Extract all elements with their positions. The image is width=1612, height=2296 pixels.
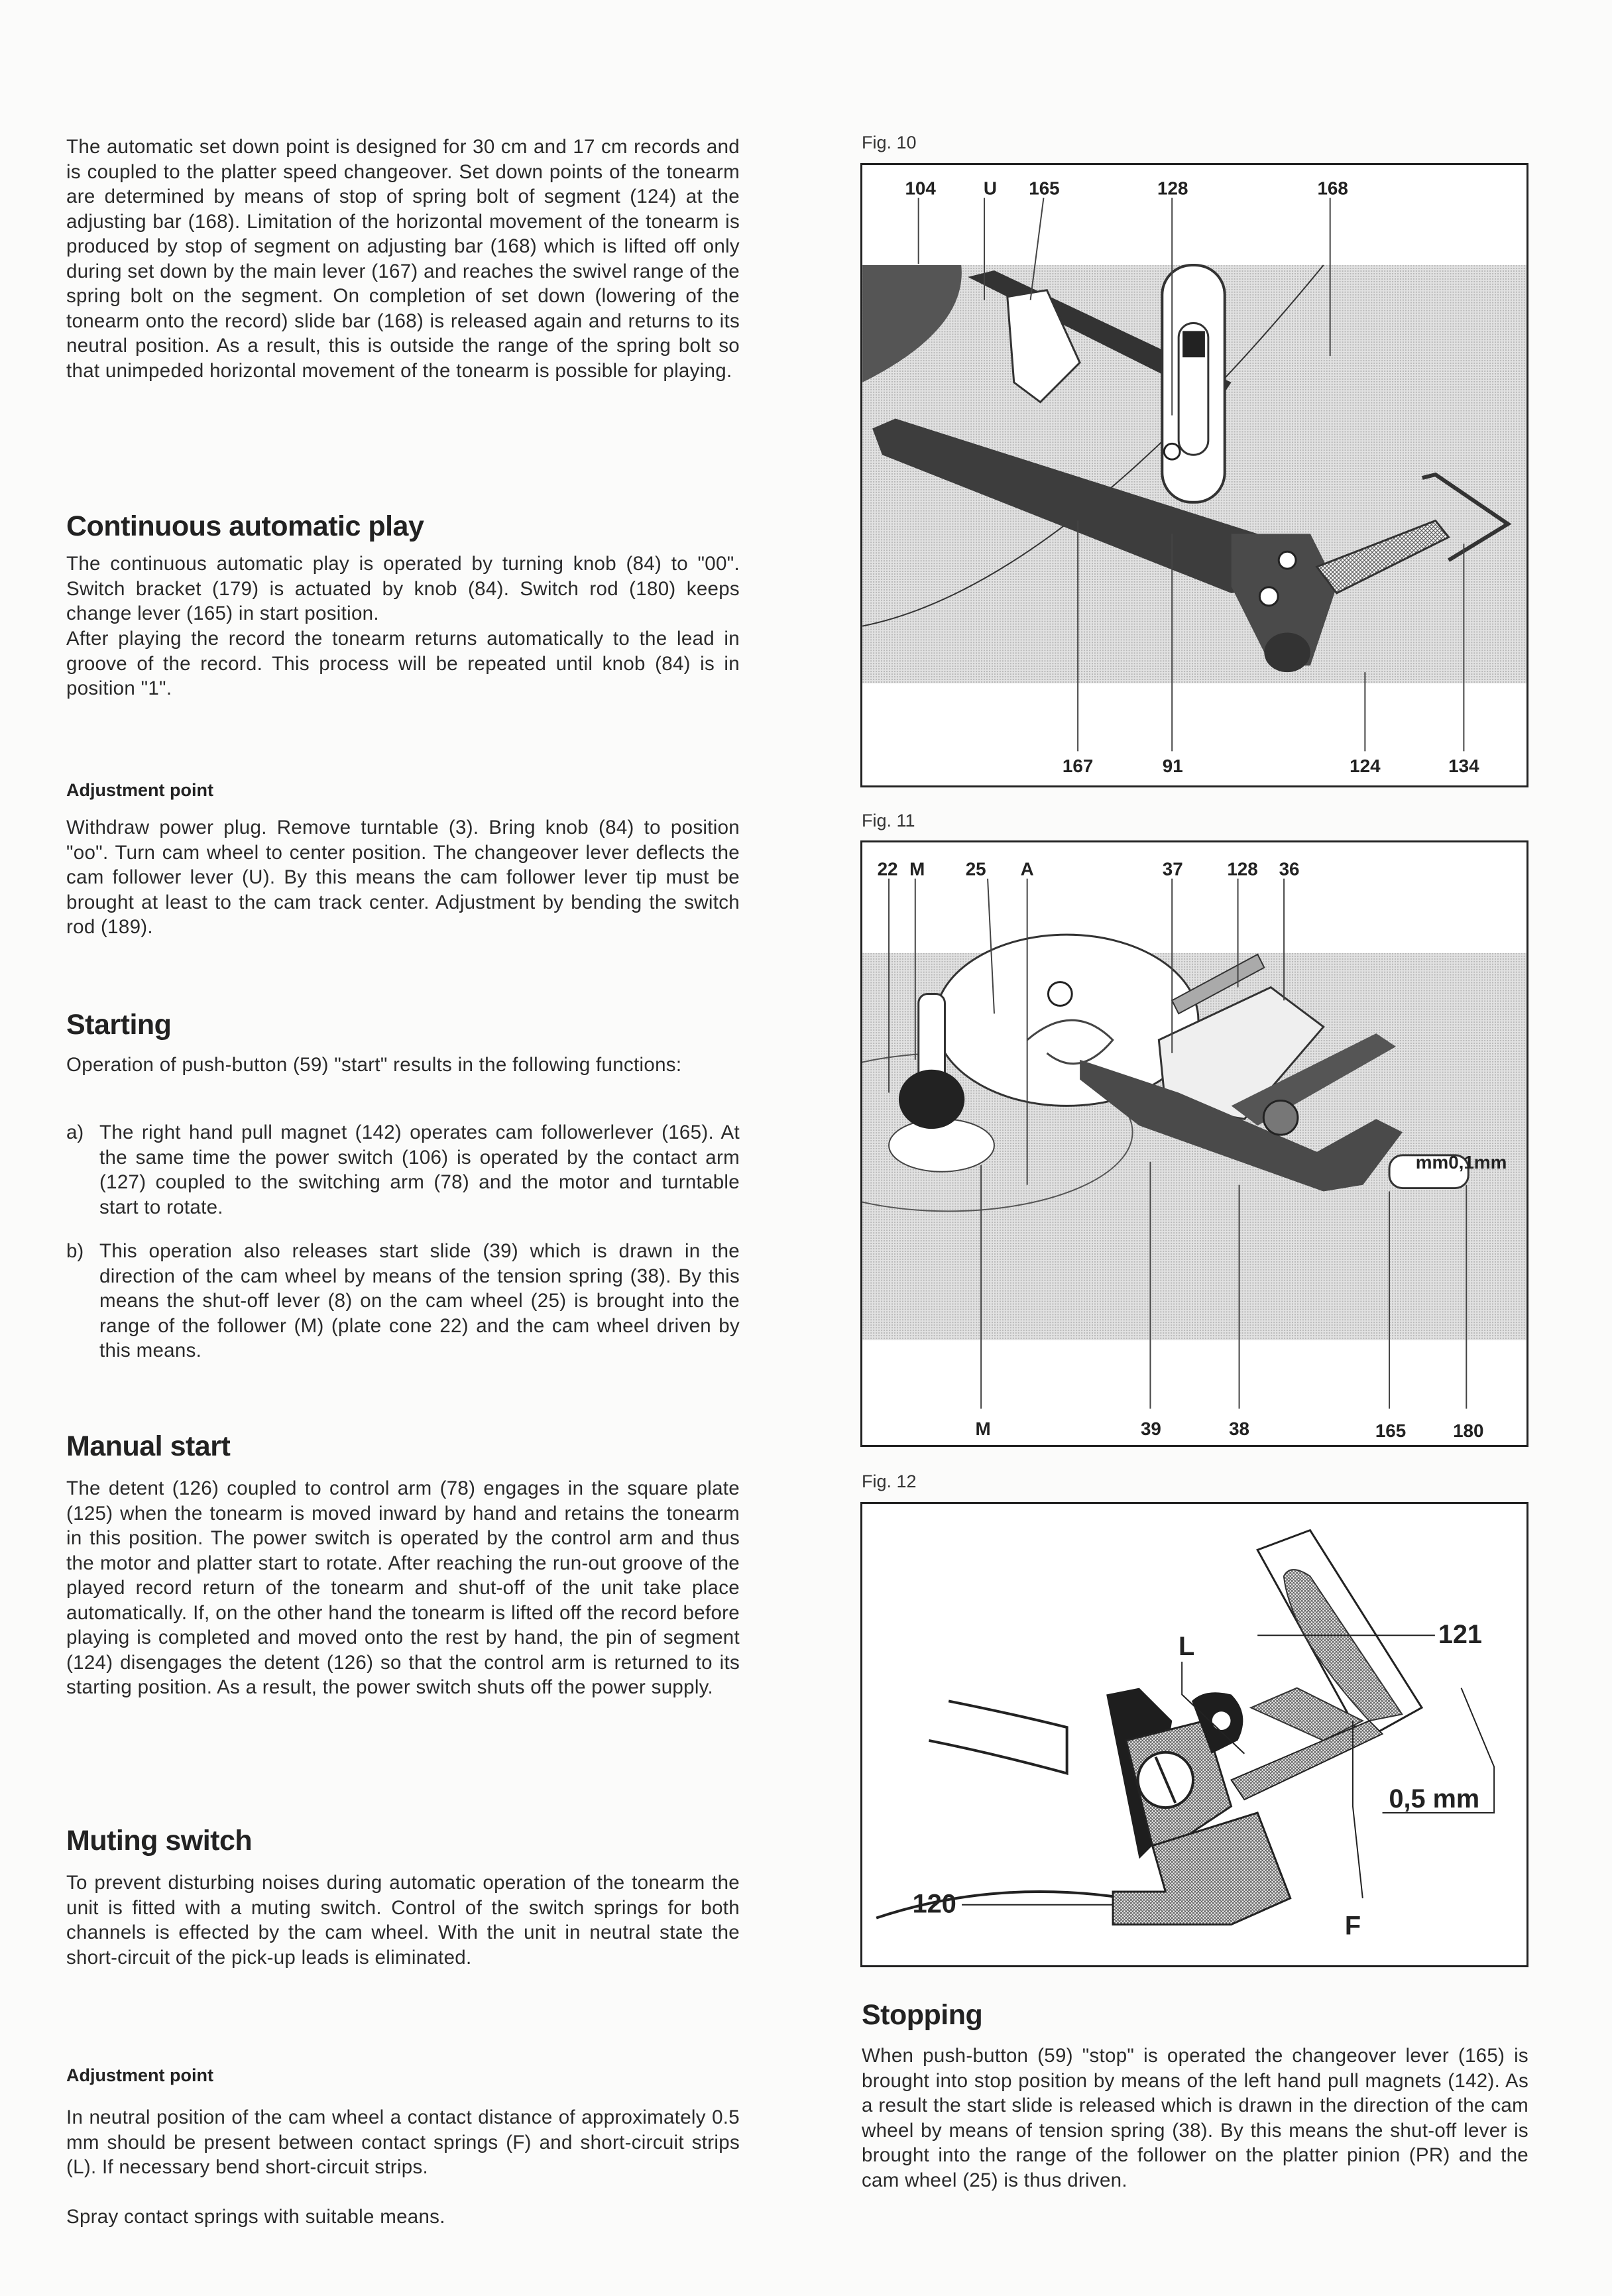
- intro-paragraph: The automatic set down point is designed for 30 cm and 17 cm records and is coupled to the platter speed changeover. Set down points of the tonearm are determined by means of stop of spring bolt of segment (124) at the adjusting bar (168). Limitation of the horizontal movement of the tonearm is produced by stop of segment on adjusting bar (168) which is lifted off only during set down by the main lever (167) and reaches the swivel range of the spring bolt on the segment. On completion of set down (lowering of the tonearm onto the record) slide bar (168) is released again and returns to its neutral position. As a result, this is outside the range of the spring bolt so that unimpeded horizontal movement of the tonearm is possible for playing.: [66, 136, 740, 382]
- label-120: 120: [912, 1889, 956, 1919]
- label-36: 36: [1279, 858, 1300, 880]
- label-38: 38: [1229, 1418, 1250, 1440]
- label-M-top: M: [909, 858, 925, 880]
- label-165: 165: [1029, 178, 1060, 199]
- fig10-caption: Fig. 10: [862, 133, 917, 152]
- label-0-5mm: 0,5 mm: [1389, 1784, 1480, 1814]
- fig11-caption: Fig. 11: [862, 811, 915, 831]
- label-M-bottom: M: [975, 1418, 991, 1440]
- label-121: 121: [1438, 1620, 1482, 1650]
- starting-intro: Operation of push-button (59) "start" results in the following functions:: [66, 1054, 682, 1076]
- list-text: The right hand pull magnet (142) operates cam followerlever (165). At the same time the power switch (106) is operated by the contact arm (127) coupled to the switching arm (78) and the motor and turntable start to rotate.: [99, 1121, 740, 1218]
- label-39: 39: [1140, 1418, 1161, 1440]
- fig12-drawing: [862, 1504, 1526, 1965]
- adjustment-paragraph-2: In neutral position of the cam wheel a contact distance of approximately 0.5 mm should be present between contact springs (F) and short-circuit strips (L). If necessary bend short-circuit strips.: [66, 2106, 740, 2178]
- label-180: 180: [1453, 1420, 1484, 1442]
- adjustment-paragraph-1: Withdraw power plug. Remove turntable (3). Bring knob (84) to position "oo". Turn cam wheel to center position. The changeover lever deflects the cam follower lever (U). By this means the cam follower lever tip must be brought at least to the cam track center. Adjustment by bending the switch rod (189).: [66, 817, 740, 938]
- label-A: A: [1020, 858, 1034, 880]
- heading-stopping: Stopping: [862, 1999, 983, 2031]
- label-37: 37: [1162, 858, 1183, 880]
- figure-10: [860, 163, 1528, 787]
- subheading-adjustment-point-1: Adjustment point: [66, 780, 213, 800]
- label-134: 134: [1448, 756, 1479, 777]
- subheading-adjustment-point-2: Adjustment point: [66, 2065, 213, 2085]
- label-F: F: [1344, 1911, 1361, 1941]
- figure-11: [860, 840, 1528, 1447]
- label-91: 91: [1162, 756, 1183, 777]
- list-marker: b): [66, 1240, 84, 1262]
- label-U: U: [983, 178, 998, 199]
- list-marker: a): [66, 1121, 84, 1143]
- continuous-paragraph-1: The continuous automatic play is operated by turning knob (84) to "00". Switch bracket (179) is actuated by knob (84). Switch rod (180) keeps change lever (165) in start position.: [66, 553, 740, 624]
- label-128: 128: [1227, 858, 1258, 880]
- label-128: 128: [1157, 178, 1188, 199]
- figure-12: [860, 1502, 1528, 1967]
- fig11-drawing: [862, 842, 1526, 1445]
- gap-label-0-1mm: mm0,1mm: [1415, 1151, 1507, 1173]
- label-25: 25: [965, 858, 986, 880]
- label-165: 165: [1375, 1420, 1407, 1442]
- fig12-caption: Fig. 12: [862, 1471, 917, 1491]
- cable-upper: [929, 1701, 1066, 1773]
- heading-starting: Starting: [66, 1009, 172, 1041]
- heading-continuous-play: Continuous automatic play: [66, 510, 424, 542]
- heading-manual-start: Manual start: [66, 1430, 231, 1462]
- adjustment-paragraph-2b: Spray contact springs with suitable means.: [66, 2206, 445, 2228]
- heading-muting-switch: Muting switch: [66, 1825, 253, 1857]
- label-22: 22: [877, 858, 898, 880]
- stopping-paragraph: When push-button (59) "stop" is operated the changeover lever (165) is brought into stop position by means of the left hand pull magnets (142). As a result the start slide is released which is drawn in the direction of the cam wheel by means of tension spring (38). By this means the shut-off lever is brought into the range of the follower on the platter pinion (PR) and the cam wheel (25) is thus driven.: [862, 2045, 1528, 2191]
- label-L: L: [1178, 1632, 1195, 1662]
- label-124: 124: [1350, 756, 1381, 777]
- muting-paragraph: To prevent disturbing noises during automatic operation of the tonearm the unit is fitted with a muting switch. Control of the switch springs for both channels is effected by the cam wheel. With the unit in neutral state the short-circuit of the pick-up leads is eliminated.: [66, 1872, 740, 1969]
- label-104: 104: [905, 178, 936, 199]
- fig10-drawing: [862, 165, 1526, 785]
- label-167: 167: [1062, 756, 1094, 777]
- label-168: 168: [1317, 178, 1348, 199]
- continuous-paragraph-2: After playing the record the tonearm returns automatically to the lead in groove of the record. This process will be repeated until knob (84) is in position "1".: [66, 628, 740, 699]
- manual-paragraph: The detent (126) coupled to control arm (78) engages in the square plate (125) when the tonearm is moved inward by hand and retains the tonearm in this position. The power switch is operated by the control arm and thus the motor and platter start to rotate. After reaching the run-out groove of the played record return of the tonearm and shut-off of the unit take place automatically. If, on the other hand the tonearm is lifted off the record before playing is completed and moved onto the rest by hand, the pin of segment (124) disengages the detent (126) so that the control arm is returned to its starting position. As a result, the power switch shuts off the power supply.: [66, 1477, 740, 1698]
- list-text: This operation also releases start slide (39) which is drawn in the direction of the cam wheel by means of the tension spring (38). By this means the shut-off lever (8) on the cam wheel (25) is brought into the range of the follower (M) (plate cone 22) and the cam wheel driven by this means.: [99, 1240, 740, 1361]
